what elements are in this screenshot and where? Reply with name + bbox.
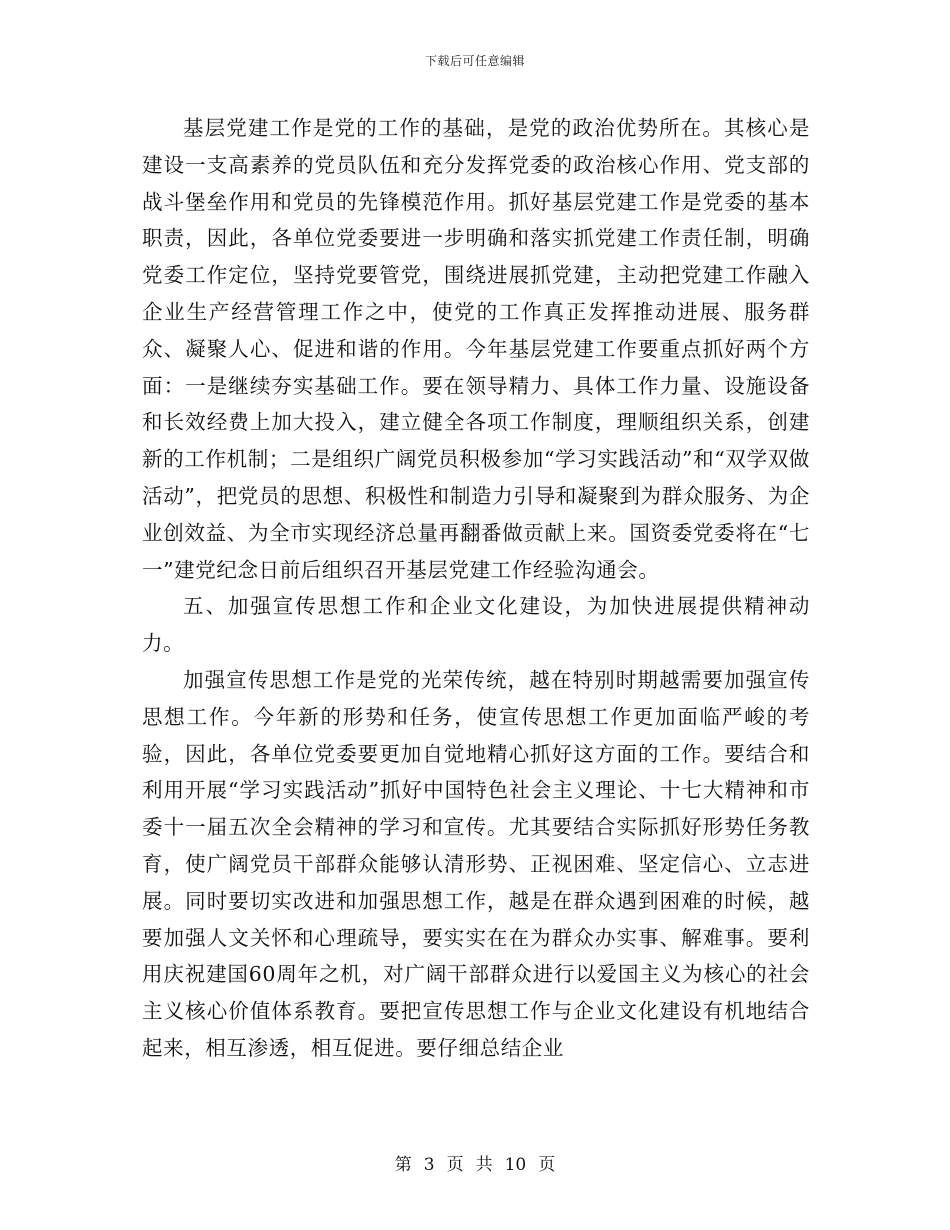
current-page-number: 3 xyxy=(423,1155,435,1175)
document-body xyxy=(142,110,810,1067)
footer-ye-end: 页 xyxy=(538,1155,556,1175)
total-page-count: 10 xyxy=(504,1155,527,1175)
page-footer xyxy=(0,1150,950,1175)
paragraph-party-building: 基层党建工作是党的工作的基础，是党的政治优势所在。其核心是建设一支高素养的党员队伍和充分发挥党委的政治核心作用、党支部的战斗堡垒作用和党员的先锋模范作用。抓好基层党建工作是党委的基本职责，因此，各单位党委要进一步明确和落实抓党建工作责任制，明确党委工作定位，坚持党要管党，围绕进展抓党建，主动把党建工作融入企业生产经营管理工作之中，使党的工作真正发挥推动进展、服务群众、凝聚人心、促进和谐的作用。今年基层党建工作要重点抓好两个方面：一是继续夯实基础工作。要在领导精力、具体工作力量、设施设备和长效经费上加大投入，建立健全各项工作制度，理顺组织关系，创建新的工作机制；二是组织广阔党员积极参加“学习实践活动”和“双学双做活动”，把党员的思想、积极性和制造力引导和凝聚到为群众服务、为企业创效益、为全市实现经济总量再翻番做贡献上来。国资委党委将在“七一”建党纪念日前后组织召开基层党建工作经验沟通会。 xyxy=(142,116,810,582)
footer-ye: 页 xyxy=(446,1155,464,1175)
section-heading-five: 五、加强宣传思想工作和企业文化建设，为加快进展提供精神动力。 xyxy=(142,594,810,656)
paragraph-propaganda: 加强宣传思想工作是党的光荣传统，越在特别时期越需要加强宣传思想工作。今年新的形势和任务，使宣传思想工作更加面临严峻的考验，因此，各单位党委要更加自觉地精心抓好这方面的工作。要结合和利用开展“学习实践活动”抓好中国特色社会主义理论、十七大精神和市委十一届五次全会精神的学习和宣传。尤其要结合实际抓好形势任务教育，使广阔党员干部群众能够认清形势、正视困难、坚定信心、立志进展。同时要切实改进和加强思想工作，越是在群众遇到困难的时候，越要加强人文关怀和心理疏导，要实实在在为群众办实事、解难事。要利用庆祝建国60周年之机，对广阔干部群众进行以爱国主义为核心的社会主义核心价值体系教育。要把宣传思想工作与企业文化建设有机地结合起来，相互渗透，相互促进。要仔细总结企业 xyxy=(142,667,810,1060)
page-header-note: 下载后可任意编辑 xyxy=(424,54,525,68)
footer-di: 第 xyxy=(394,1155,412,1175)
footer-gong: 共 xyxy=(475,1155,493,1175)
